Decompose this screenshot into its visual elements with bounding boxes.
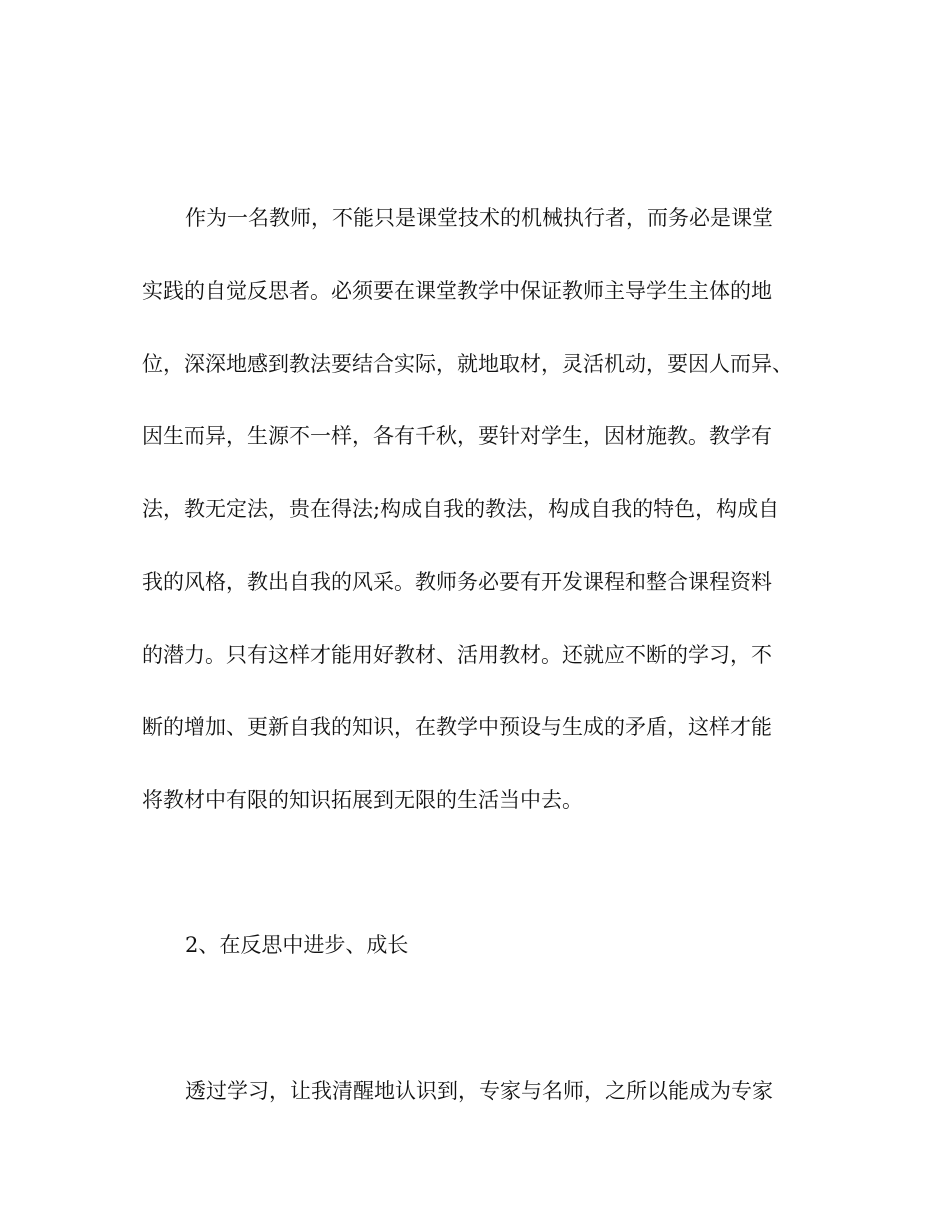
paragraph-line: 因生而异，生源不一样，各有千秋，要针对学生，因材施教。教学有 <box>142 424 772 448</box>
paragraph-line: 的潜力。只有这样才能用好教材、活用教材。还就应不断的学习，不 <box>142 643 772 667</box>
paragraph-line: 将教材中有限的知识拓展到无限的生活当中去。 <box>142 788 583 812</box>
paragraph-line: 位，深深地感到教法要结合实际，就地取材，灵活机动，要因人而异、 <box>142 352 793 376</box>
paragraph-line: 作为一名教师，不能只是课堂技术的机械执行者，而务必是课堂 <box>185 206 773 230</box>
paragraph-line: 我的风格，教出自我的风采。教师务必要有开发课程和整合课程资料 <box>142 570 772 594</box>
paragraph-line: 透过学习，让我清醒地认识到，专家与名师，之所以能成为专家 <box>185 1079 773 1103</box>
paragraph-line: 法，教无定法，贵在得法;构成自我的教法，构成自我的特色，构成自 <box>142 497 780 521</box>
paragraph-line: 断的增加、更新自我的知识，在教学中预设与生成的矛盾，这样才能 <box>142 715 772 739</box>
section-heading: 2、在反思中进步、成长 <box>185 933 409 957</box>
paragraph-line: 实践的自觉反思者。必须要在课堂教学中保证教师主导学生主体的地 <box>142 279 772 303</box>
